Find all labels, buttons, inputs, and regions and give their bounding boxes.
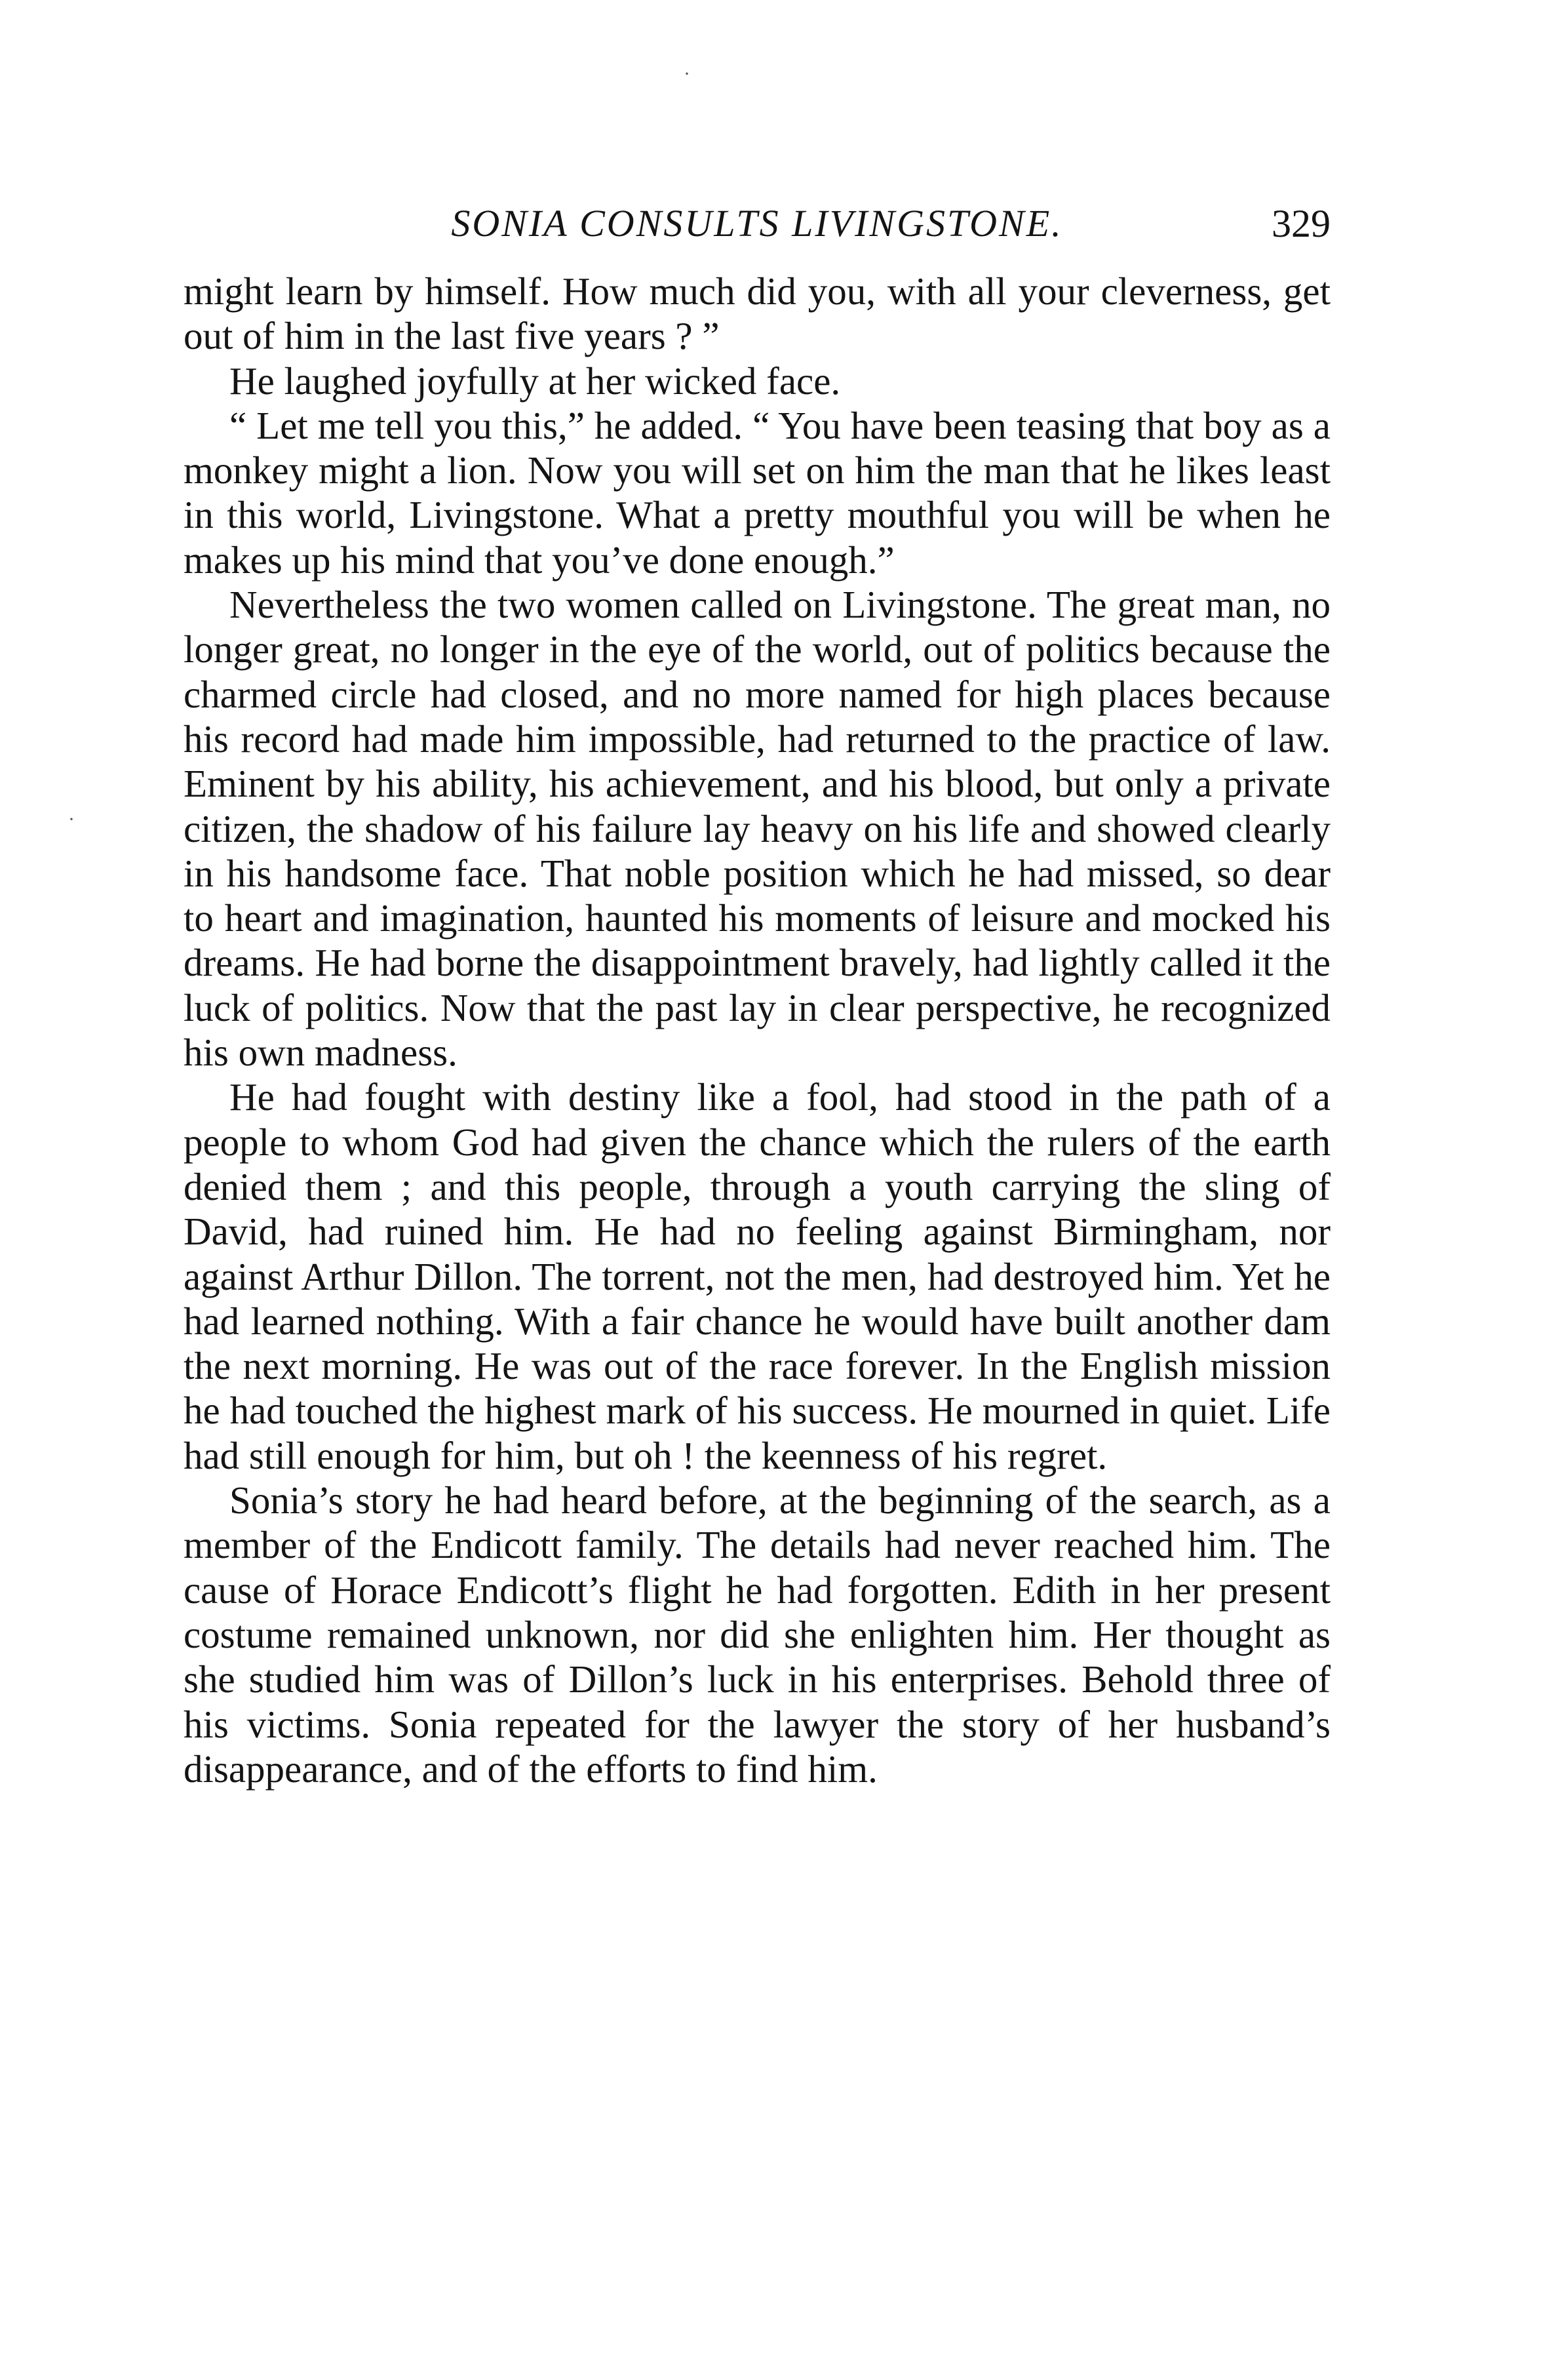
top-speck: · (684, 63, 690, 85)
paragraph: Sonia’s story he had heard before, at the beginning of the search, as a member of the Endicott family. The details had never reached him. The cause of Horace Endicott’s flight he had forgotten. Edith in her present costume remained unknown, nor did she enlighten him. Her thought as she studied him was of Dillon’s luck in his enterprises. Behold three of his victims. Sonia repeated for the lawyer the story of her husband’s disappearance, and of the efforts to find him. (184, 1478, 1331, 1791)
page-header (184, 194, 1331, 253)
paragraph: might learn by himself. How much did you, with all your cleverness, get out of him in the last five years ? ” (184, 269, 1331, 358)
running-head: SONIA CONSULTS LIVINGSTONE. (451, 202, 1063, 245)
paragraph: He laughed joyfully at her wicked face. (229, 359, 841, 403)
paragraph: Nevertheless the two women called on Livingstone. The great man, no longer great, no longer in the eye of the world, out of politics because the charmed circle had closed, and no more named for high places because his record had made him impossible, had returned to the practice of law. Eminent by his ability, his achievement, and his blood, but only a private citizen, the shadow of his failure lay heavy on his life and showed clearly in his handsome face. That noble position which he had missed, so dear to heart and imagination, haunted his moments of leisure and mocked his dreams. He had borne the disappointment bravely, had lightly called it the luck of politics. Now that the past lay in clear perspective, he recognized his own madness. (184, 583, 1331, 1075)
page-number: 329 (1272, 202, 1331, 245)
margin-speck: · (68, 808, 75, 830)
body-text (184, 269, 1331, 1791)
paragraph: “ Let me tell you this,” he added. “ You have been teasing that boy as a monkey might a lion. Now you will set on him the man that he likes least in this world, Livingstone. What a pretty mouthful you will be when he makes up his mind that you’ve done enough.” (184, 403, 1331, 582)
paragraph: He had fought with destiny like a fool, had stood in the path of a people to whom God had given the chance which the rulers of the earth denied them ; and this people, through a youth carrying the sling of David, had ruined him. He had no feeling against Birmingham, nor against Arthur Dillon. The torrent, not the men, had destroyed him. Yet he had learned nothing. With a fair chance he would have built another dam the next morning. He was out of the race forever. In the English mission he had touched the highest mark of his success. He mourned in quiet. Life had still enough for him, but oh ! the keenness of his regret. (184, 1075, 1331, 1477)
